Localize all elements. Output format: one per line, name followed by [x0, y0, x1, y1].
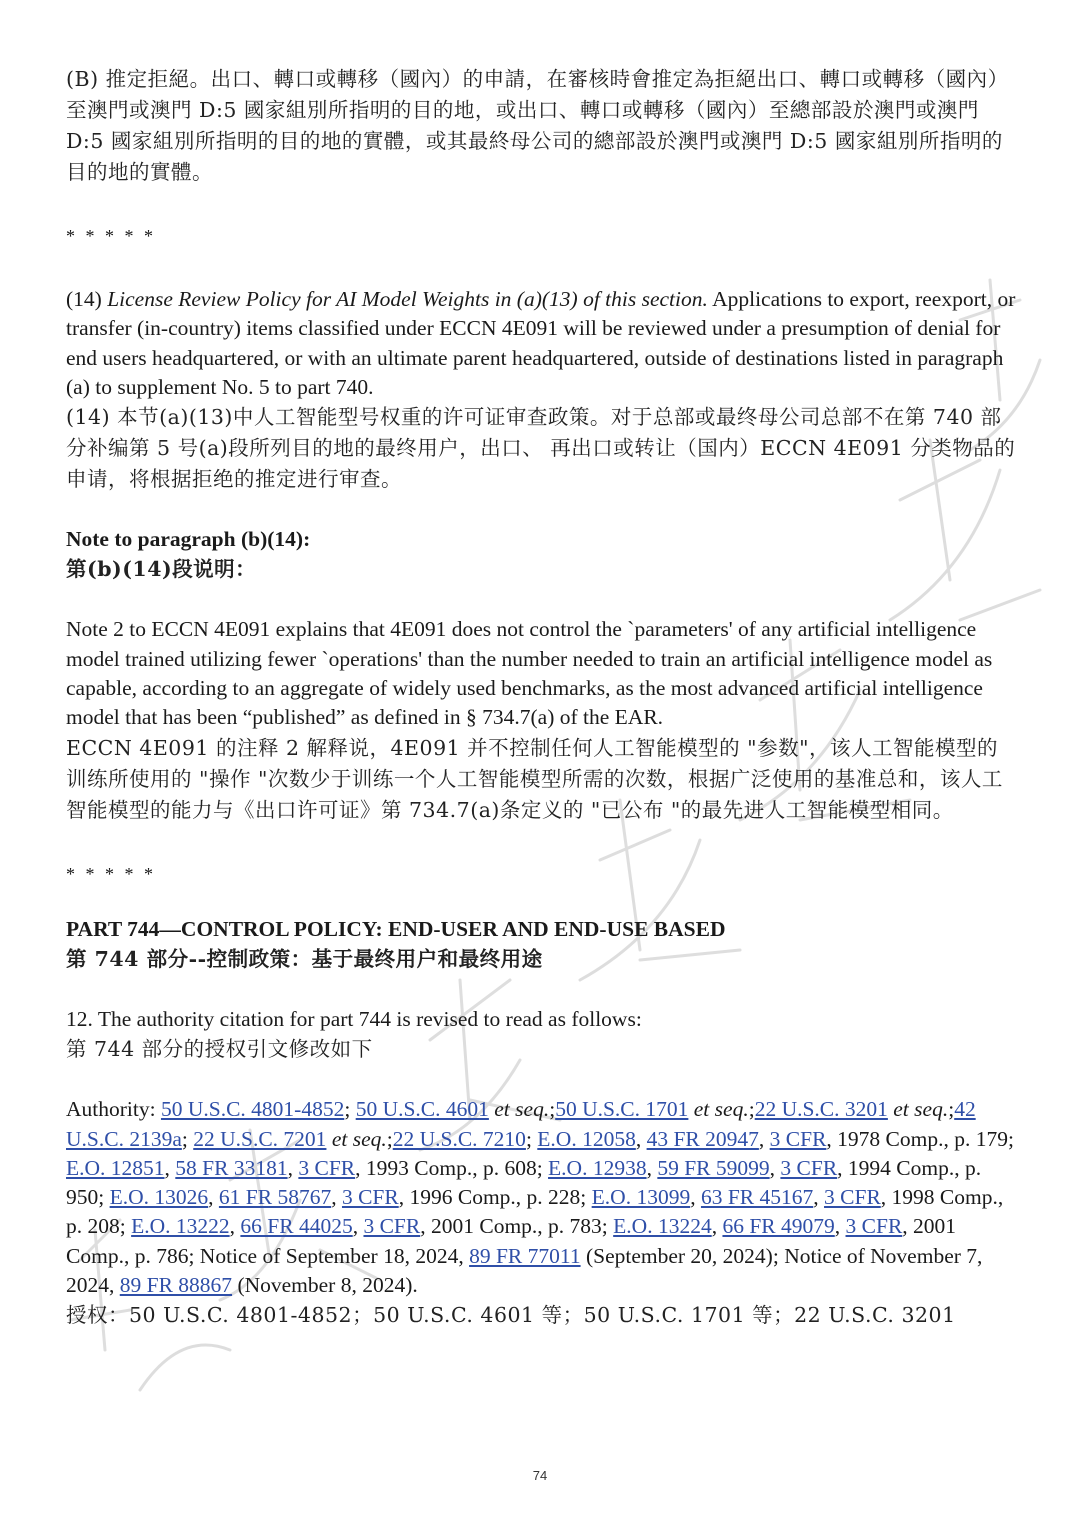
citation-link[interactable]: 58 FR 33181 [175, 1155, 288, 1180]
citation-link[interactable]: 3 CFR [845, 1214, 903, 1239]
citation-link[interactable]: 89 FR 77011 [469, 1243, 581, 1268]
paragraph-14-en [66, 285, 1016, 402]
citation-link[interactable]: 3 CFR [824, 1185, 881, 1210]
note-body-zh: ECCN 4E091 的注释 2 解释说，4E091 并不控制任何人工智能模型的 "参数"，该人工智能模型的训练所使用的 "操作 "次数少于训练一个人工智能模型所需的次数，根据广泛使用的基准总和，该人工智能模型的能力与《出口许可证》第 734.7(a)条定义的 "已公布 "的最先进人工智能模型相同。 [66, 735, 1003, 822]
paragraph-14-number: (14) [66, 287, 108, 311]
citation-link[interactable]: 3 CFR [769, 1126, 827, 1151]
citation-link[interactable]: 59 FR 59099 [657, 1155, 770, 1180]
part-744-heading-en: PART 744—CONTROL POLICY: END-USER AND END-USE BASED [66, 916, 726, 941]
citation-link[interactable]: 3 CFR [341, 1185, 399, 1210]
item-12-zh: 第 744 部分的授权引文修改如下 [66, 1037, 373, 1062]
citation-link[interactable]: E.O. 13026 [109, 1185, 209, 1210]
citation-link[interactable]: 50 U.S.C. 4801-4852 [160, 1097, 345, 1122]
item-12-en: 12. The authority citation for part 744 is revised to read as follows: [66, 1006, 642, 1031]
paragraph-14-zh: (14) 本节(a)(13)中人工智能型号权重的许可证审查政策。对于总部或最终母公司总部不在第 740 部分补编第 5 号(a)段所列目的地的最终用户，出口、 再出口或转让（国内）ECCN 4E091 分类物品的申请，将根据拒绝的推定进行审查。 [66, 405, 1016, 492]
citation-link[interactable]: 61 FR 58767 [218, 1185, 332, 1210]
citation-link[interactable]: 42 U.S.C. 2139a [66, 1097, 976, 1151]
citation-link[interactable]: 50 U.S.C. 4601 [355, 1097, 489, 1122]
note-heading-en: Note to paragraph (b)(14): [66, 527, 311, 552]
citation-link[interactable]: 3 CFR [363, 1214, 421, 1239]
ellipsis-stars-1: * * * * * [66, 226, 156, 246]
page-number: 74 [532, 1468, 548, 1483]
citation-link[interactable]: 89 FR 88867 [119, 1273, 233, 1298]
authority-label: Authority: [66, 1097, 161, 1122]
section-b-zh: (B) 推定拒絕。出口、轉口或轉移（國內）的申請，在審核時會推定為拒絕出口、轉口或轉移（國內）至澳門或澳門 D:5 國家組別所指明的目的地，或出口、轉口或轉移（國內）至總部設於澳門或澳門 D:5 國家組別所指明的目的地的實體，或其最終母公司的總部設於澳門或澳門 D:5 國家組別所指明的目的地的實體。 [66, 67, 1009, 184]
citation-link[interactable]: 22 U.S.C. 3201 [754, 1097, 888, 1122]
citation-link[interactable]: E.O. 12058 [537, 1126, 636, 1151]
document-body [66, 64, 1016, 1331]
authority-citation-zh: 授权：50 U.S.C. 4801-4852；50 U.S.C. 4601 等；50 U.S.C. 1701 等；22 U.S.C. 3201 [66, 1303, 956, 1328]
paragraph-14-body: Applications to export, reexport, or transfer (in-country) items classified under ECCN 4E091 will be reviewed under a presumption of denial for end users headquartered, or with an ultimate parent headquartered, outside of destinations listed in paragraph (a) to supplement No. 5 to part 740. [66, 287, 1016, 399]
citation-link[interactable]: 63 FR 45167 [700, 1185, 814, 1210]
citation-link[interactable]: E.O. 13099 [591, 1185, 691, 1210]
citation-link[interactable]: 3 CFR [780, 1155, 838, 1180]
citation-link[interactable]: E.O. 12938 [548, 1155, 647, 1180]
citation-link[interactable]: E.O. 13224 [613, 1214, 712, 1239]
paragraph-14-title: License Review Policy for AI Model Weights in (a)(13) of this section. [107, 287, 708, 311]
citation-link[interactable]: 50 U.S.C. 1701 [555, 1097, 689, 1122]
citation-link[interactable]: 3 CFR [298, 1155, 356, 1180]
part-744-heading-zh: 第 744 部分--控制政策：基于最终用户和最终用途 [66, 946, 543, 971]
citation-link[interactable]: 22 U.S.C. 7210 [392, 1126, 526, 1151]
citation-link[interactable]: 22 U.S.C. 7201 [193, 1126, 327, 1151]
note-body-en: Note 2 to ECCN 4E091 explains that 4E091 does not control the `parameters' of any artificial intelligence model trained utilizing fewer `operations' than the number needed to train an artificial intelligence model as capable, according to an aggregate of widely used benchmarks, as the most advanced artificial intelligence model that has been “published” as defined in § 734.7(a) of the EAR. [66, 617, 993, 730]
note-heading-zh: 第(b)(14)段说明： [66, 557, 257, 582]
authority-citation: Authority: 50 U.S.C. 4801-4852; 50 U.S.C. 4601 et seq.;50 U.S.C. 1701 et seq.;22 U.S.C. 3201 et seq.;42 U.S.C. 2139a; 22 U.S.C. 7201 et seq.;22 U.S.C. 7210; E.O. 12058, 43 FR 20947, 3 CFR, 1978 Comp., p. 179; E.O. 12851, 58 FR 33181, 3 CFR, 1993 Comp., p. 608; E.O. 12938, 59 FR 59099, 3 CFR, 1994 Comp., p. 950; E.O. 13026, 61 FR 58767, 3 CFR, 1996 Comp., p. 228; E.O. 13099, 63 FR 45167, 3 CFR, 1998 Comp., p. 208; E.O. 13222, 66 FR 44025, 3 CFR, 2001 Comp., p. 783; E.O. 13224, 66 FR 49079, 3 CFR, 2001 Comp., p. 786; Notice of September 18, 2024, 89 FR 77011 (September 20, 2024); Notice of November 7, 2024, 89 FR 88867 (November 8, 2024). [66, 1097, 1014, 1298]
citation-link[interactable]: 66 FR 44025 [240, 1214, 353, 1239]
citation-link[interactable]: 43 FR 20947 [646, 1126, 759, 1151]
citation-link[interactable]: E.O. 12851 [66, 1155, 165, 1180]
citation-link[interactable]: 66 FR 49079 [722, 1214, 835, 1239]
ellipsis-stars-2: * * * * * [66, 863, 156, 884]
citation-link[interactable]: E.O. 13222 [131, 1214, 230, 1239]
